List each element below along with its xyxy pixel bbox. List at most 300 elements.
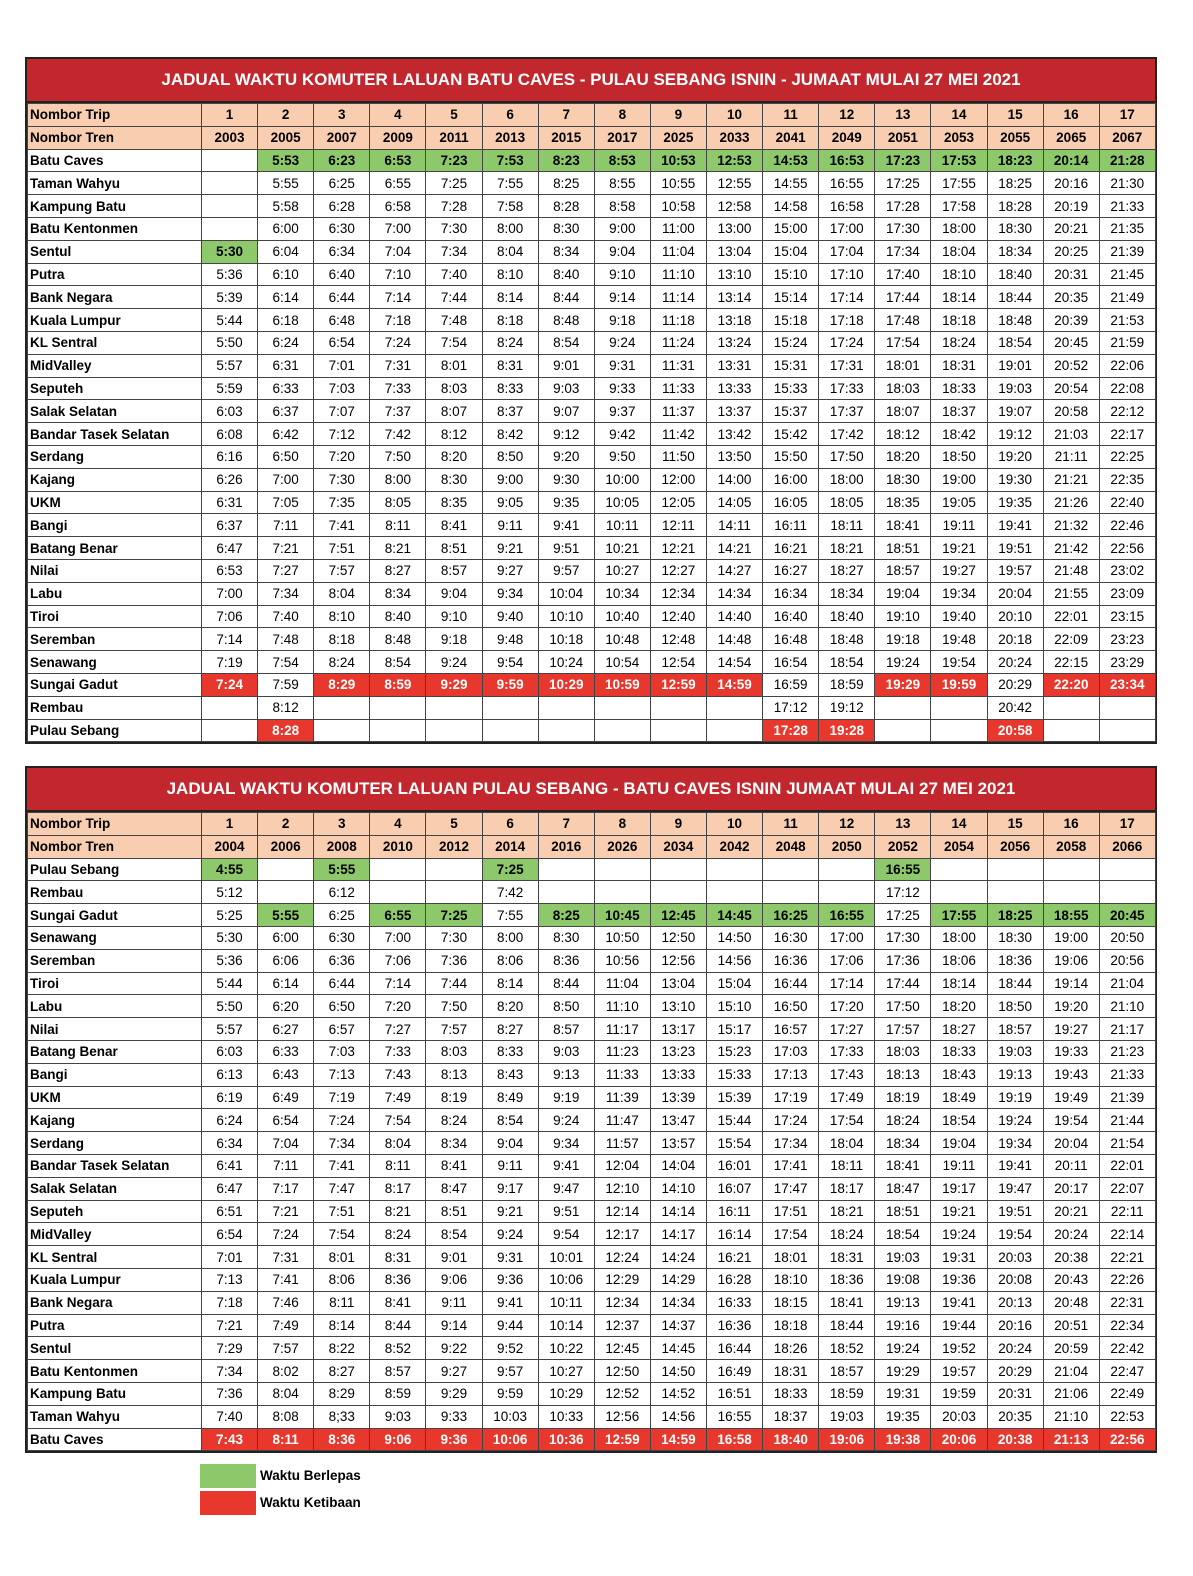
time-cell: 6:26 bbox=[202, 468, 258, 491]
time-cell: 18:19 bbox=[875, 1086, 931, 1109]
timetable-title: JADUAL WAKTU KOMUTER LALUAN PULAU SEBANG - BATU CAVES ISNIN JUMAAT MULAI 27 MEI 2021 bbox=[27, 768, 1155, 812]
time-cell: 6:16 bbox=[202, 445, 258, 468]
time-cell: 18:54 bbox=[931, 1109, 987, 1132]
time-cell: 13:24 bbox=[706, 331, 762, 354]
station-name: Senawang bbox=[28, 651, 202, 674]
time-cell: 8:04 bbox=[314, 582, 370, 605]
time-cell: 19:31 bbox=[931, 1246, 987, 1269]
time-cell: 17:04 bbox=[819, 240, 875, 263]
time-cell: 18:59 bbox=[819, 673, 875, 696]
station-name: Bank Negara bbox=[28, 286, 202, 309]
time-cell: 7:41 bbox=[258, 1268, 314, 1291]
time-cell: 18:31 bbox=[819, 1246, 875, 1269]
time-cell: 14:21 bbox=[706, 537, 762, 560]
time-cell: 9:31 bbox=[594, 354, 650, 377]
time-cell: 18:35 bbox=[875, 491, 931, 514]
station-row bbox=[28, 628, 1156, 651]
time-cell: 8:29 bbox=[314, 673, 370, 696]
time-cell: 9:03 bbox=[538, 1040, 594, 1063]
time-cell: 18:50 bbox=[987, 995, 1043, 1018]
time-cell: 14:50 bbox=[650, 1360, 706, 1383]
time-cell: 19:24 bbox=[875, 1337, 931, 1360]
time-cell bbox=[202, 195, 258, 218]
time-cell: 15:31 bbox=[763, 354, 819, 377]
time-cell: 12:00 bbox=[650, 468, 706, 491]
time-cell: 21:42 bbox=[1043, 537, 1099, 560]
time-cell: 6:43 bbox=[258, 1063, 314, 1086]
time-cell: 12:58 bbox=[706, 195, 762, 218]
time-cell: 17:14 bbox=[819, 972, 875, 995]
time-cell bbox=[650, 858, 706, 881]
station-row bbox=[28, 423, 1156, 446]
station-name: Bangi bbox=[28, 514, 202, 537]
time-cell: 20:39 bbox=[1043, 309, 1099, 332]
time-cell: 8:41 bbox=[370, 1291, 426, 1314]
time-cell: 7:54 bbox=[258, 651, 314, 674]
time-cell: 23:29 bbox=[1099, 651, 1155, 674]
time-cell: 13:31 bbox=[706, 354, 762, 377]
time-cell: 19:27 bbox=[1043, 1018, 1099, 1041]
train-number-cell: 2006 bbox=[258, 835, 314, 858]
time-cell: 9:34 bbox=[482, 582, 538, 605]
time-cell: 9:27 bbox=[482, 559, 538, 582]
time-cell: 16:58 bbox=[819, 195, 875, 218]
station-name: Tiroi bbox=[28, 972, 202, 995]
time-cell: 22:53 bbox=[1099, 1405, 1155, 1428]
time-cell: 22:08 bbox=[1099, 377, 1155, 400]
time-cell: 22:42 bbox=[1099, 1337, 1155, 1360]
time-cell: 10:40 bbox=[594, 605, 650, 628]
time-cell bbox=[706, 719, 762, 742]
time-cell: 8:52 bbox=[370, 1337, 426, 1360]
time-cell: 12:50 bbox=[650, 926, 706, 949]
time-cell: 17:24 bbox=[819, 331, 875, 354]
time-cell: 15:23 bbox=[706, 1040, 762, 1063]
time-cell: 19:10 bbox=[875, 605, 931, 628]
time-cell: 7:50 bbox=[370, 445, 426, 468]
time-cell: 20:18 bbox=[987, 628, 1043, 651]
station-row bbox=[28, 240, 1156, 263]
trip-number-cell: 16 bbox=[1043, 104, 1099, 127]
time-cell: 8:23 bbox=[538, 149, 594, 172]
time-cell: 12:50 bbox=[594, 1360, 650, 1383]
time-cell: 10:59 bbox=[594, 673, 650, 696]
time-cell: 7:55 bbox=[482, 904, 538, 927]
time-cell: 9:24 bbox=[538, 1109, 594, 1132]
time-cell: 22:14 bbox=[1099, 1223, 1155, 1246]
time-cell: 11:57 bbox=[594, 1132, 650, 1155]
train-number-cell: 2051 bbox=[875, 126, 931, 149]
time-cell: 16:49 bbox=[706, 1360, 762, 1383]
schedule-table bbox=[27, 812, 1156, 1451]
time-cell: 8:14 bbox=[482, 286, 538, 309]
time-cell: 22:56 bbox=[1099, 537, 1155, 560]
station-row bbox=[28, 377, 1156, 400]
time-cell: 18:17 bbox=[819, 1177, 875, 1200]
time-cell: 19:34 bbox=[931, 582, 987, 605]
time-cell: 20:21 bbox=[1043, 217, 1099, 240]
time-cell: 20:16 bbox=[1043, 172, 1099, 195]
station-name: Serdang bbox=[28, 445, 202, 468]
time-cell: 19:24 bbox=[931, 1223, 987, 1246]
time-cell: 7:46 bbox=[258, 1291, 314, 1314]
time-cell: 14:00 bbox=[706, 468, 762, 491]
station-row bbox=[28, 1018, 1156, 1041]
time-cell bbox=[706, 881, 762, 904]
station-row bbox=[28, 904, 1156, 927]
trip-number-cell: 13 bbox=[875, 104, 931, 127]
station-row bbox=[28, 354, 1156, 377]
time-cell: 16:21 bbox=[763, 537, 819, 560]
train-label: Nombor Tren bbox=[28, 126, 202, 149]
time-cell: 14:04 bbox=[650, 1154, 706, 1177]
time-cell: 7:25 bbox=[426, 172, 482, 195]
time-cell: 7:36 bbox=[426, 949, 482, 972]
train-number-cell: 2007 bbox=[314, 126, 370, 149]
time-cell: 6:13 bbox=[202, 1063, 258, 1086]
time-cell: 18:40 bbox=[819, 605, 875, 628]
time-cell: 20:35 bbox=[1043, 286, 1099, 309]
time-cell: 10:03 bbox=[482, 1405, 538, 1428]
time-cell: 18:04 bbox=[931, 240, 987, 263]
time-cell: 8:35 bbox=[426, 491, 482, 514]
time-cell: 10:24 bbox=[538, 651, 594, 674]
train-number-cell: 2066 bbox=[1099, 835, 1155, 858]
time-cell: 18:21 bbox=[819, 1200, 875, 1223]
time-cell: 7:34 bbox=[258, 582, 314, 605]
time-cell: 9:04 bbox=[482, 1132, 538, 1155]
trip-number-cell: 3 bbox=[314, 813, 370, 836]
time-cell: 9:24 bbox=[426, 651, 482, 674]
time-cell: 18:24 bbox=[875, 1109, 931, 1132]
time-cell: 20:50 bbox=[1099, 926, 1155, 949]
time-cell: 19:17 bbox=[931, 1177, 987, 1200]
time-cell: 20:59 bbox=[1043, 1337, 1099, 1360]
time-cell: 6:33 bbox=[258, 1040, 314, 1063]
time-cell: 5:39 bbox=[202, 286, 258, 309]
time-cell: 5:58 bbox=[258, 195, 314, 218]
time-cell: 6:10 bbox=[258, 263, 314, 286]
time-cell: 14:56 bbox=[706, 949, 762, 972]
time-cell: 9:03 bbox=[538, 377, 594, 400]
time-cell: 8:44 bbox=[370, 1314, 426, 1337]
time-cell: 15:37 bbox=[763, 400, 819, 423]
time-cell: 18:59 bbox=[819, 1382, 875, 1405]
time-cell: 19:41 bbox=[931, 1291, 987, 1314]
station-row bbox=[28, 263, 1156, 286]
station-row bbox=[28, 696, 1156, 719]
time-cell: 15:50 bbox=[763, 445, 819, 468]
station-row bbox=[28, 309, 1156, 332]
time-cell: 20:56 bbox=[1099, 949, 1155, 972]
time-cell: 21:17 bbox=[1099, 1018, 1155, 1041]
time-cell: 22:47 bbox=[1099, 1360, 1155, 1383]
time-cell: 18:36 bbox=[819, 1268, 875, 1291]
time-cell: 8:54 bbox=[538, 331, 594, 354]
train-number-row bbox=[28, 835, 1156, 858]
time-cell: 18:03 bbox=[875, 377, 931, 400]
station-name: Kajang bbox=[28, 468, 202, 491]
time-cell: 8:51 bbox=[426, 1200, 482, 1223]
trip-number-cell: 3 bbox=[314, 104, 370, 127]
time-cell: 19:16 bbox=[875, 1314, 931, 1337]
time-cell: 6:47 bbox=[202, 1177, 258, 1200]
time-cell: 8:54 bbox=[370, 651, 426, 674]
trip-number-cell: 8 bbox=[594, 813, 650, 836]
time-cell: 7:00 bbox=[258, 468, 314, 491]
station-row bbox=[28, 1154, 1156, 1177]
time-cell: 11:33 bbox=[650, 377, 706, 400]
station-name: Kampung Batu bbox=[28, 195, 202, 218]
time-cell: 6:57 bbox=[314, 1018, 370, 1041]
time-cell: 7:30 bbox=[314, 468, 370, 491]
time-cell: 12:04 bbox=[594, 1154, 650, 1177]
time-cell: 12:48 bbox=[650, 628, 706, 651]
time-cell: 16:50 bbox=[763, 995, 819, 1018]
time-cell: 19:05 bbox=[931, 491, 987, 514]
time-cell: 9:11 bbox=[482, 1154, 538, 1177]
time-cell: 10:04 bbox=[538, 582, 594, 605]
time-cell: 21:26 bbox=[1043, 491, 1099, 514]
time-cell: 15:18 bbox=[763, 309, 819, 332]
time-cell: 11:04 bbox=[650, 240, 706, 263]
station-name: Batu Caves bbox=[28, 1428, 202, 1451]
trip-number-cell: 10 bbox=[706, 813, 762, 836]
time-cell: 10:06 bbox=[538, 1268, 594, 1291]
time-cell: 17:41 bbox=[763, 1154, 819, 1177]
time-cell: 17:54 bbox=[763, 1223, 819, 1246]
legend-departure bbox=[200, 1462, 361, 1489]
time-cell: 14:27 bbox=[706, 559, 762, 582]
station-name: MidValley bbox=[28, 1223, 202, 1246]
train-number-cell: 2034 bbox=[650, 835, 706, 858]
time-cell: 21:55 bbox=[1043, 582, 1099, 605]
trip-number-cell: 9 bbox=[650, 813, 706, 836]
time-cell: 8:24 bbox=[426, 1109, 482, 1132]
time-cell: 7:11 bbox=[258, 514, 314, 537]
station-name: Sungai Gadut bbox=[28, 673, 202, 696]
time-cell: 7:23 bbox=[426, 149, 482, 172]
time-cell: 21:04 bbox=[1043, 1360, 1099, 1383]
time-cell: 15:24 bbox=[763, 331, 819, 354]
time-cell: 14:29 bbox=[650, 1268, 706, 1291]
legend-label: Waktu Berlepas bbox=[260, 1468, 361, 1483]
time-cell: 9:10 bbox=[426, 605, 482, 628]
time-cell: 8:20 bbox=[426, 445, 482, 468]
time-cell: 20:14 bbox=[1043, 149, 1099, 172]
trip-number-row bbox=[28, 813, 1156, 836]
time-cell: 6:49 bbox=[258, 1086, 314, 1109]
time-cell: 7:19 bbox=[202, 651, 258, 674]
time-cell: 9:52 bbox=[482, 1337, 538, 1360]
time-cell bbox=[987, 881, 1043, 904]
time-cell: 7:41 bbox=[314, 1154, 370, 1177]
time-cell: 21:21 bbox=[1043, 468, 1099, 491]
time-cell: 8:03 bbox=[426, 377, 482, 400]
time-cell: 21:54 bbox=[1099, 1132, 1155, 1155]
time-cell: 17:00 bbox=[819, 217, 875, 240]
trip-number-cell: 17 bbox=[1099, 104, 1155, 127]
time-cell: 16:44 bbox=[763, 972, 819, 995]
time-cell: 18:57 bbox=[987, 1018, 1043, 1041]
time-cell: 18:30 bbox=[987, 217, 1043, 240]
time-cell: 7:17 bbox=[258, 1177, 314, 1200]
time-cell: 18:48 bbox=[819, 628, 875, 651]
timetable-pulau-sebang-to-batu-caves bbox=[25, 766, 1157, 1453]
time-cell: 7:24 bbox=[202, 673, 258, 696]
time-cell: 7:40 bbox=[258, 605, 314, 628]
time-cell: 18:33 bbox=[931, 1040, 987, 1063]
time-cell: 9:06 bbox=[426, 1268, 482, 1291]
time-cell: 17:44 bbox=[875, 286, 931, 309]
time-cell: 6:25 bbox=[314, 172, 370, 195]
time-cell: 8:40 bbox=[538, 263, 594, 286]
legend-arrival bbox=[200, 1489, 361, 1516]
time-cell: 20:31 bbox=[1043, 263, 1099, 286]
time-cell: 23:02 bbox=[1099, 559, 1155, 582]
time-cell: 10:14 bbox=[538, 1314, 594, 1337]
time-cell: 10:29 bbox=[538, 673, 594, 696]
time-cell: 6:24 bbox=[258, 331, 314, 354]
time-cell: 18:57 bbox=[875, 559, 931, 582]
trip-number-cell: 17 bbox=[1099, 813, 1155, 836]
time-cell: 20:58 bbox=[987, 719, 1043, 742]
time-cell: 5:57 bbox=[202, 1018, 258, 1041]
time-cell: 22:31 bbox=[1099, 1291, 1155, 1314]
time-cell: 18:10 bbox=[763, 1268, 819, 1291]
time-cell: 19:03 bbox=[819, 1405, 875, 1428]
time-cell: 14:59 bbox=[706, 673, 762, 696]
station-name: UKM bbox=[28, 491, 202, 514]
station-row bbox=[28, 286, 1156, 309]
timetable-title: JADUAL WAKTU KOMUTER LALUAN BATU CAVES - PULAU SEBANG ISNIN - JUMAAT MULAI 27 MEI 2021 bbox=[27, 59, 1155, 103]
station-row bbox=[28, 445, 1156, 468]
time-cell bbox=[931, 696, 987, 719]
time-cell: 11:31 bbox=[650, 354, 706, 377]
time-cell: 20:19 bbox=[1043, 195, 1099, 218]
time-cell: 4:55 bbox=[202, 858, 258, 881]
train-number-cell: 2065 bbox=[1043, 126, 1099, 149]
station-row bbox=[28, 1360, 1156, 1383]
time-cell: 21:39 bbox=[1099, 1086, 1155, 1109]
time-cell: 16:11 bbox=[763, 514, 819, 537]
station-name: Seputeh bbox=[28, 377, 202, 400]
time-cell: 14:17 bbox=[650, 1223, 706, 1246]
time-cell: 15:17 bbox=[706, 1018, 762, 1041]
time-cell: 7:44 bbox=[426, 286, 482, 309]
time-cell bbox=[819, 858, 875, 881]
time-cell: 9:01 bbox=[538, 354, 594, 377]
time-cell: 8:43 bbox=[482, 1063, 538, 1086]
time-cell: 19:11 bbox=[931, 1154, 987, 1177]
time-cell: 8:21 bbox=[370, 537, 426, 560]
time-cell: 22:40 bbox=[1099, 491, 1155, 514]
station-row bbox=[28, 972, 1156, 995]
time-cell: 6:04 bbox=[258, 240, 314, 263]
time-cell: 6:06 bbox=[258, 949, 314, 972]
schedule-table bbox=[27, 103, 1156, 742]
time-cell: 19:28 bbox=[819, 719, 875, 742]
time-cell: 10:36 bbox=[538, 1428, 594, 1451]
time-cell: 10:27 bbox=[594, 559, 650, 582]
time-cell: 17:47 bbox=[763, 1177, 819, 1200]
time-cell: 8:00 bbox=[482, 926, 538, 949]
time-cell: 19:44 bbox=[931, 1314, 987, 1337]
time-cell: 8:50 bbox=[538, 995, 594, 1018]
time-cell: 5:12 bbox=[202, 881, 258, 904]
time-cell: 14:11 bbox=[706, 514, 762, 537]
time-cell: 7:20 bbox=[314, 445, 370, 468]
time-cell: 12:40 bbox=[650, 605, 706, 628]
time-cell bbox=[1099, 719, 1155, 742]
time-cell: 13:10 bbox=[650, 995, 706, 1018]
time-cell: 17:57 bbox=[875, 1018, 931, 1041]
time-cell: 7:25 bbox=[482, 858, 538, 881]
time-cell: 18:34 bbox=[819, 582, 875, 605]
time-cell: 8:11 bbox=[258, 1428, 314, 1451]
time-cell: 18:27 bbox=[819, 559, 875, 582]
time-cell: 8:31 bbox=[370, 1246, 426, 1269]
time-cell: 20:51 bbox=[1043, 1314, 1099, 1337]
time-cell: 19:06 bbox=[819, 1428, 875, 1451]
time-cell: 14:48 bbox=[706, 628, 762, 651]
time-cell: 19:01 bbox=[987, 354, 1043, 377]
station-row bbox=[28, 217, 1156, 240]
time-cell bbox=[314, 719, 370, 742]
time-cell: 7:20 bbox=[370, 995, 426, 1018]
time-cell: 21:45 bbox=[1099, 263, 1155, 286]
time-cell: 7:58 bbox=[482, 195, 538, 218]
time-cell: 8:24 bbox=[314, 651, 370, 674]
time-cell: 9:33 bbox=[426, 1405, 482, 1428]
time-cell: 8:14 bbox=[482, 972, 538, 995]
time-cell: 9:31 bbox=[482, 1246, 538, 1269]
time-cell: 18:28 bbox=[987, 195, 1043, 218]
time-cell: 18:52 bbox=[819, 1337, 875, 1360]
time-cell: 20:17 bbox=[1043, 1177, 1099, 1200]
time-cell: 10:45 bbox=[594, 904, 650, 927]
time-cell: 8:59 bbox=[370, 673, 426, 696]
time-cell: 8:37 bbox=[482, 400, 538, 423]
train-number-cell: 2056 bbox=[987, 835, 1043, 858]
time-cell: 20:25 bbox=[1043, 240, 1099, 263]
time-cell: 16:21 bbox=[706, 1246, 762, 1269]
time-cell bbox=[426, 881, 482, 904]
time-cell: 7:51 bbox=[314, 537, 370, 560]
time-cell: 9:59 bbox=[482, 673, 538, 696]
time-cell: 8:14 bbox=[314, 1314, 370, 1337]
time-cell: 18:40 bbox=[763, 1428, 819, 1451]
time-cell: 9:14 bbox=[426, 1314, 482, 1337]
time-cell: 19:41 bbox=[987, 1154, 1043, 1177]
trip-number-cell: 12 bbox=[819, 104, 875, 127]
station-name: Batang Benar bbox=[28, 537, 202, 560]
time-cell: 13:04 bbox=[706, 240, 762, 263]
time-cell: 7:30 bbox=[426, 217, 482, 240]
station-name: UKM bbox=[28, 1086, 202, 1109]
time-cell: 19:07 bbox=[987, 400, 1043, 423]
time-cell: 17:43 bbox=[819, 1063, 875, 1086]
time-cell: 7:54 bbox=[314, 1223, 370, 1246]
time-cell: 8:59 bbox=[370, 1382, 426, 1405]
time-cell: 8:44 bbox=[538, 972, 594, 995]
time-cell: 6:00 bbox=[258, 217, 314, 240]
time-cell: 22:25 bbox=[1099, 445, 1155, 468]
time-cell: 8:57 bbox=[538, 1018, 594, 1041]
time-cell: 17:55 bbox=[931, 904, 987, 927]
station-name: Seremban bbox=[28, 949, 202, 972]
time-cell: 8:48 bbox=[538, 309, 594, 332]
